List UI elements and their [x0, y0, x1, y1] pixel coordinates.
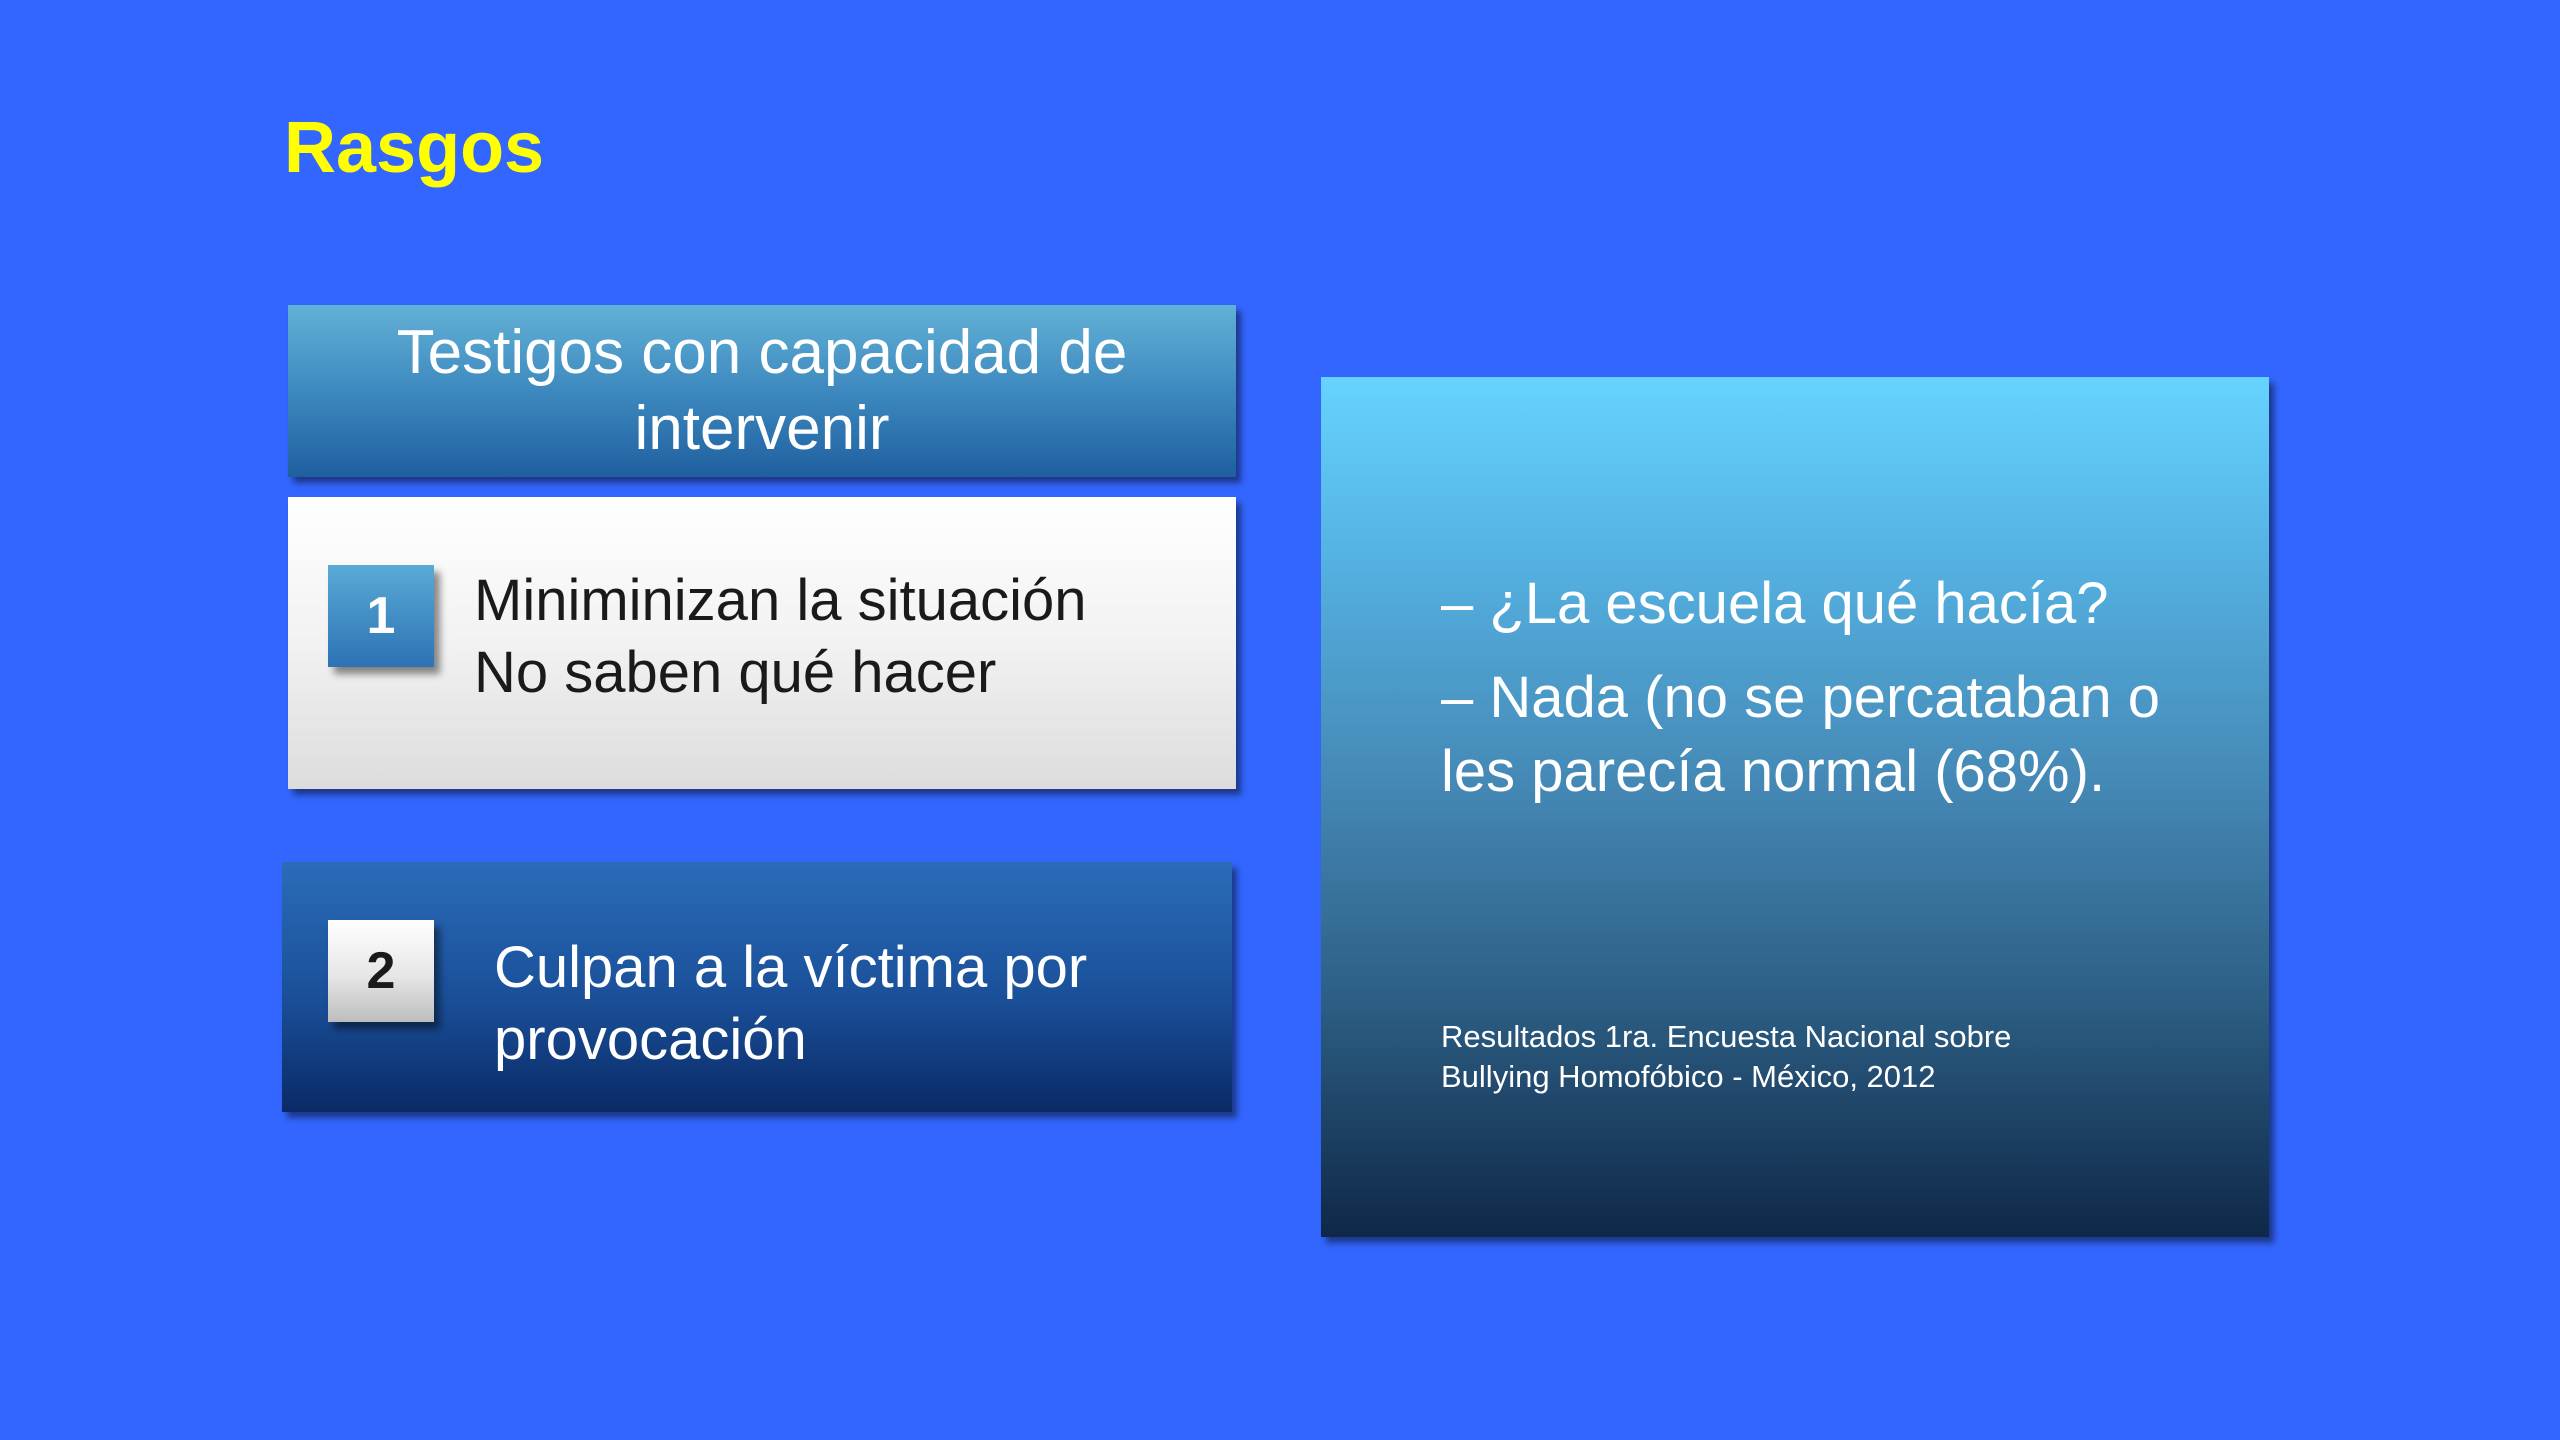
quote-question: – ¿La escuela qué hacía?	[1441, 571, 2109, 636]
source-citation	[1441, 1017, 2221, 1097]
trait-item-2-line-1: Culpan a la víctima por	[494, 935, 1088, 1000]
trait-item-1	[288, 497, 1236, 789]
trait-item-2	[282, 862, 1232, 1112]
trait-item-1-line-1: Miniminizan la situación	[474, 568, 1087, 633]
source-citation-line-2: Bullying Homofóbico - México, 2012	[1441, 1059, 1936, 1094]
slide-title: Rasgos	[284, 108, 545, 188]
trait-item-1-line-2: No saben qué hacer	[474, 640, 997, 705]
trait-item-1-text	[474, 565, 1086, 709]
item-number-badge-2: 2	[328, 920, 434, 1022]
trait-item-2-line-2: provocación	[494, 1007, 807, 1072]
trait-item-2-text	[494, 932, 1087, 1076]
quote-answer: – Nada (no se percataban o les parecía normal (68%).	[1441, 665, 2161, 804]
quote-panel	[1321, 377, 2269, 1237]
source-citation-line-1: Resultados 1ra. Encuesta Nacional sobre	[1441, 1019, 2012, 1054]
witnesses-header-text: Testigos con capacidad de intervenir	[396, 318, 1128, 463]
item-number-badge-1: 1	[328, 565, 434, 667]
witnesses-header-box	[288, 305, 1236, 477]
